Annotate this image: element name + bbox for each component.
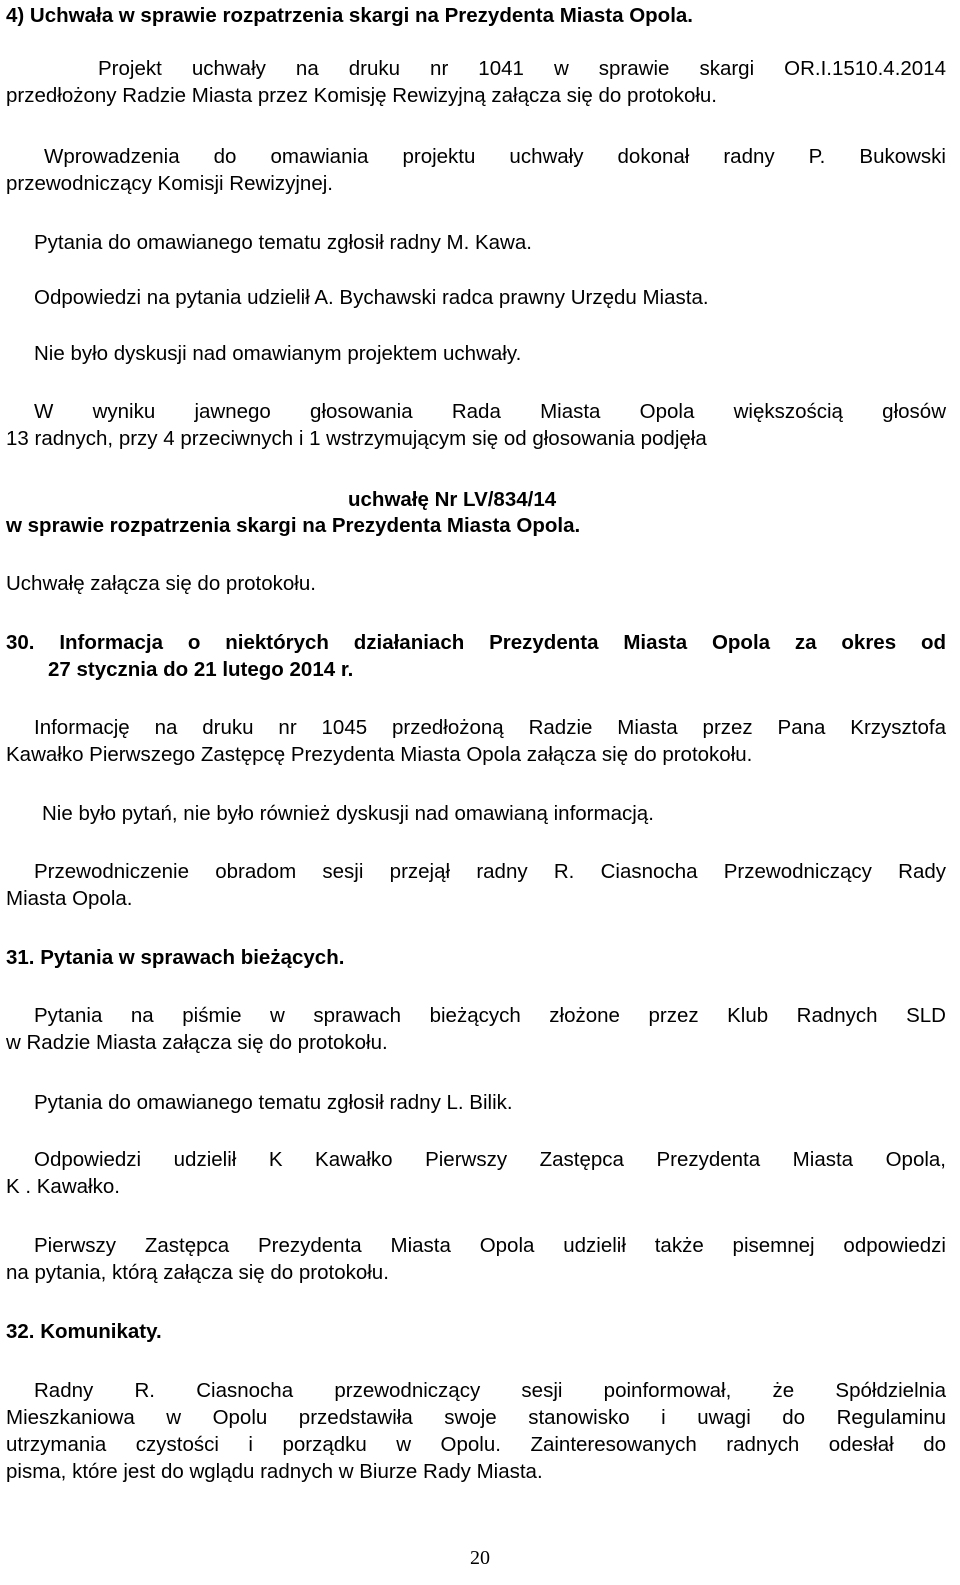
paragraph-line: Radny R. Ciasnocha przewodniczący sesji poinformował, że Spółdzielnia xyxy=(34,1379,946,1402)
paragraph-line: na pytania, którą załącza się do protokołu. xyxy=(6,1261,389,1284)
section-30-heading-cont: 27 stycznia do 21 lutego 2014 r. xyxy=(48,658,354,681)
paragraph-line: Nie było dyskusji nad omawianym projektem uchwały. xyxy=(34,342,522,365)
paragraph-line: przedłożony Radzie Miasta przez Komisję Rewizyjną załącza się do protokołu. xyxy=(6,84,717,107)
paragraph-line: Kawałko Pierwszego Zastępcę Prezydenta Miasta Opola załącza się do protokołu. xyxy=(6,743,753,766)
paragraph-line: Pytania na piśmie w sprawach bieżących złożone przez Klub Radnych SLD xyxy=(34,1004,946,1027)
section-32-heading: 32. Komunikaty. xyxy=(6,1320,162,1343)
paragraph-line: Miasta Opola. xyxy=(6,887,133,910)
paragraph-line: Pierwszy Zastępca Prezydenta Miasta Opola udzielił także pisemnej odpowiedzi xyxy=(34,1234,946,1257)
resolution-title: w sprawie rozpatrzenia skargi na Prezydenta Miasta Opola. xyxy=(6,514,581,537)
paragraph-line: w Radzie Miasta załącza się do protokołu. xyxy=(6,1031,388,1054)
paragraph-line: Pytania do omawianego tematu zgłosił radny M. Kawa. xyxy=(34,231,532,254)
page-number: 20 xyxy=(470,1547,490,1569)
paragraph-line: utrzymania czystości i porządku w Opolu. Zainteresowanych radnych odesłał do xyxy=(6,1433,946,1456)
paragraph-line: Mieszkaniowa w Opolu przedstawiła swoje stanowisko i uwagi do Regulaminu xyxy=(6,1406,946,1429)
paragraph-line: W wyniku jawnego głosowania Rada Miasta Opola większością głosów xyxy=(34,400,946,423)
paragraph-line: Projekt uchwały na druku nr 1041 w sprawie skargi OR.I.1510.4.2014 xyxy=(98,57,946,80)
paragraph-line: przewodniczący Komisji Rewizyjnej. xyxy=(6,172,333,195)
paragraph-line: Pytania do omawianego tematu zgłosił radny L. Bilik. xyxy=(34,1091,513,1114)
paragraph-line: Wprowadzenia do omawiania projektu uchwały dokonał radny P. Bukowski xyxy=(44,145,946,168)
paragraph-line: Nie było pytań, nie było również dyskusji nad omawianą informacją. xyxy=(42,802,654,825)
section-31-heading: 31. Pytania w sprawach bieżących. xyxy=(6,946,345,969)
paragraph-line: 13 radnych, przy 4 przeciwnych i 1 wstrzymującym się od głosowania podjęła xyxy=(6,427,707,450)
paragraph-line: K . Kawałko. xyxy=(6,1175,120,1198)
paragraph-line: Uchwałę załącza się do protokołu. xyxy=(6,572,316,595)
paragraph-line: Przewodniczenie obradom sesji przejął radny R. Ciasnocha Przewodniczący Rady xyxy=(34,860,946,883)
paragraph-line: pisma, które jest do wglądu radnych w Biurze Rady Miasta. xyxy=(6,1460,543,1483)
section-30-heading: 30. Informacja o niektórych działaniach Prezydenta Miasta Opola za okres od xyxy=(6,631,946,654)
paragraph-line: Odpowiedzi na pytania udzielił A. Bychawski radca prawny Urzędu Miasta. xyxy=(34,286,709,309)
resolution-number: uchwałę Nr LV/834/14 xyxy=(348,488,557,511)
paragraph-line: Informację na druku nr 1045 przedłożoną Radzie Miasta przez Pana Krzysztofa xyxy=(34,716,946,739)
paragraph-line: Odpowiedzi udzielił K Kawałko Pierwszy Zastępca Prezydenta Miasta Opola, xyxy=(34,1148,946,1171)
section-4-heading: 4) Uchwała w sprawie rozpatrzenia skargi na Prezydenta Miasta Opola. xyxy=(6,4,693,27)
